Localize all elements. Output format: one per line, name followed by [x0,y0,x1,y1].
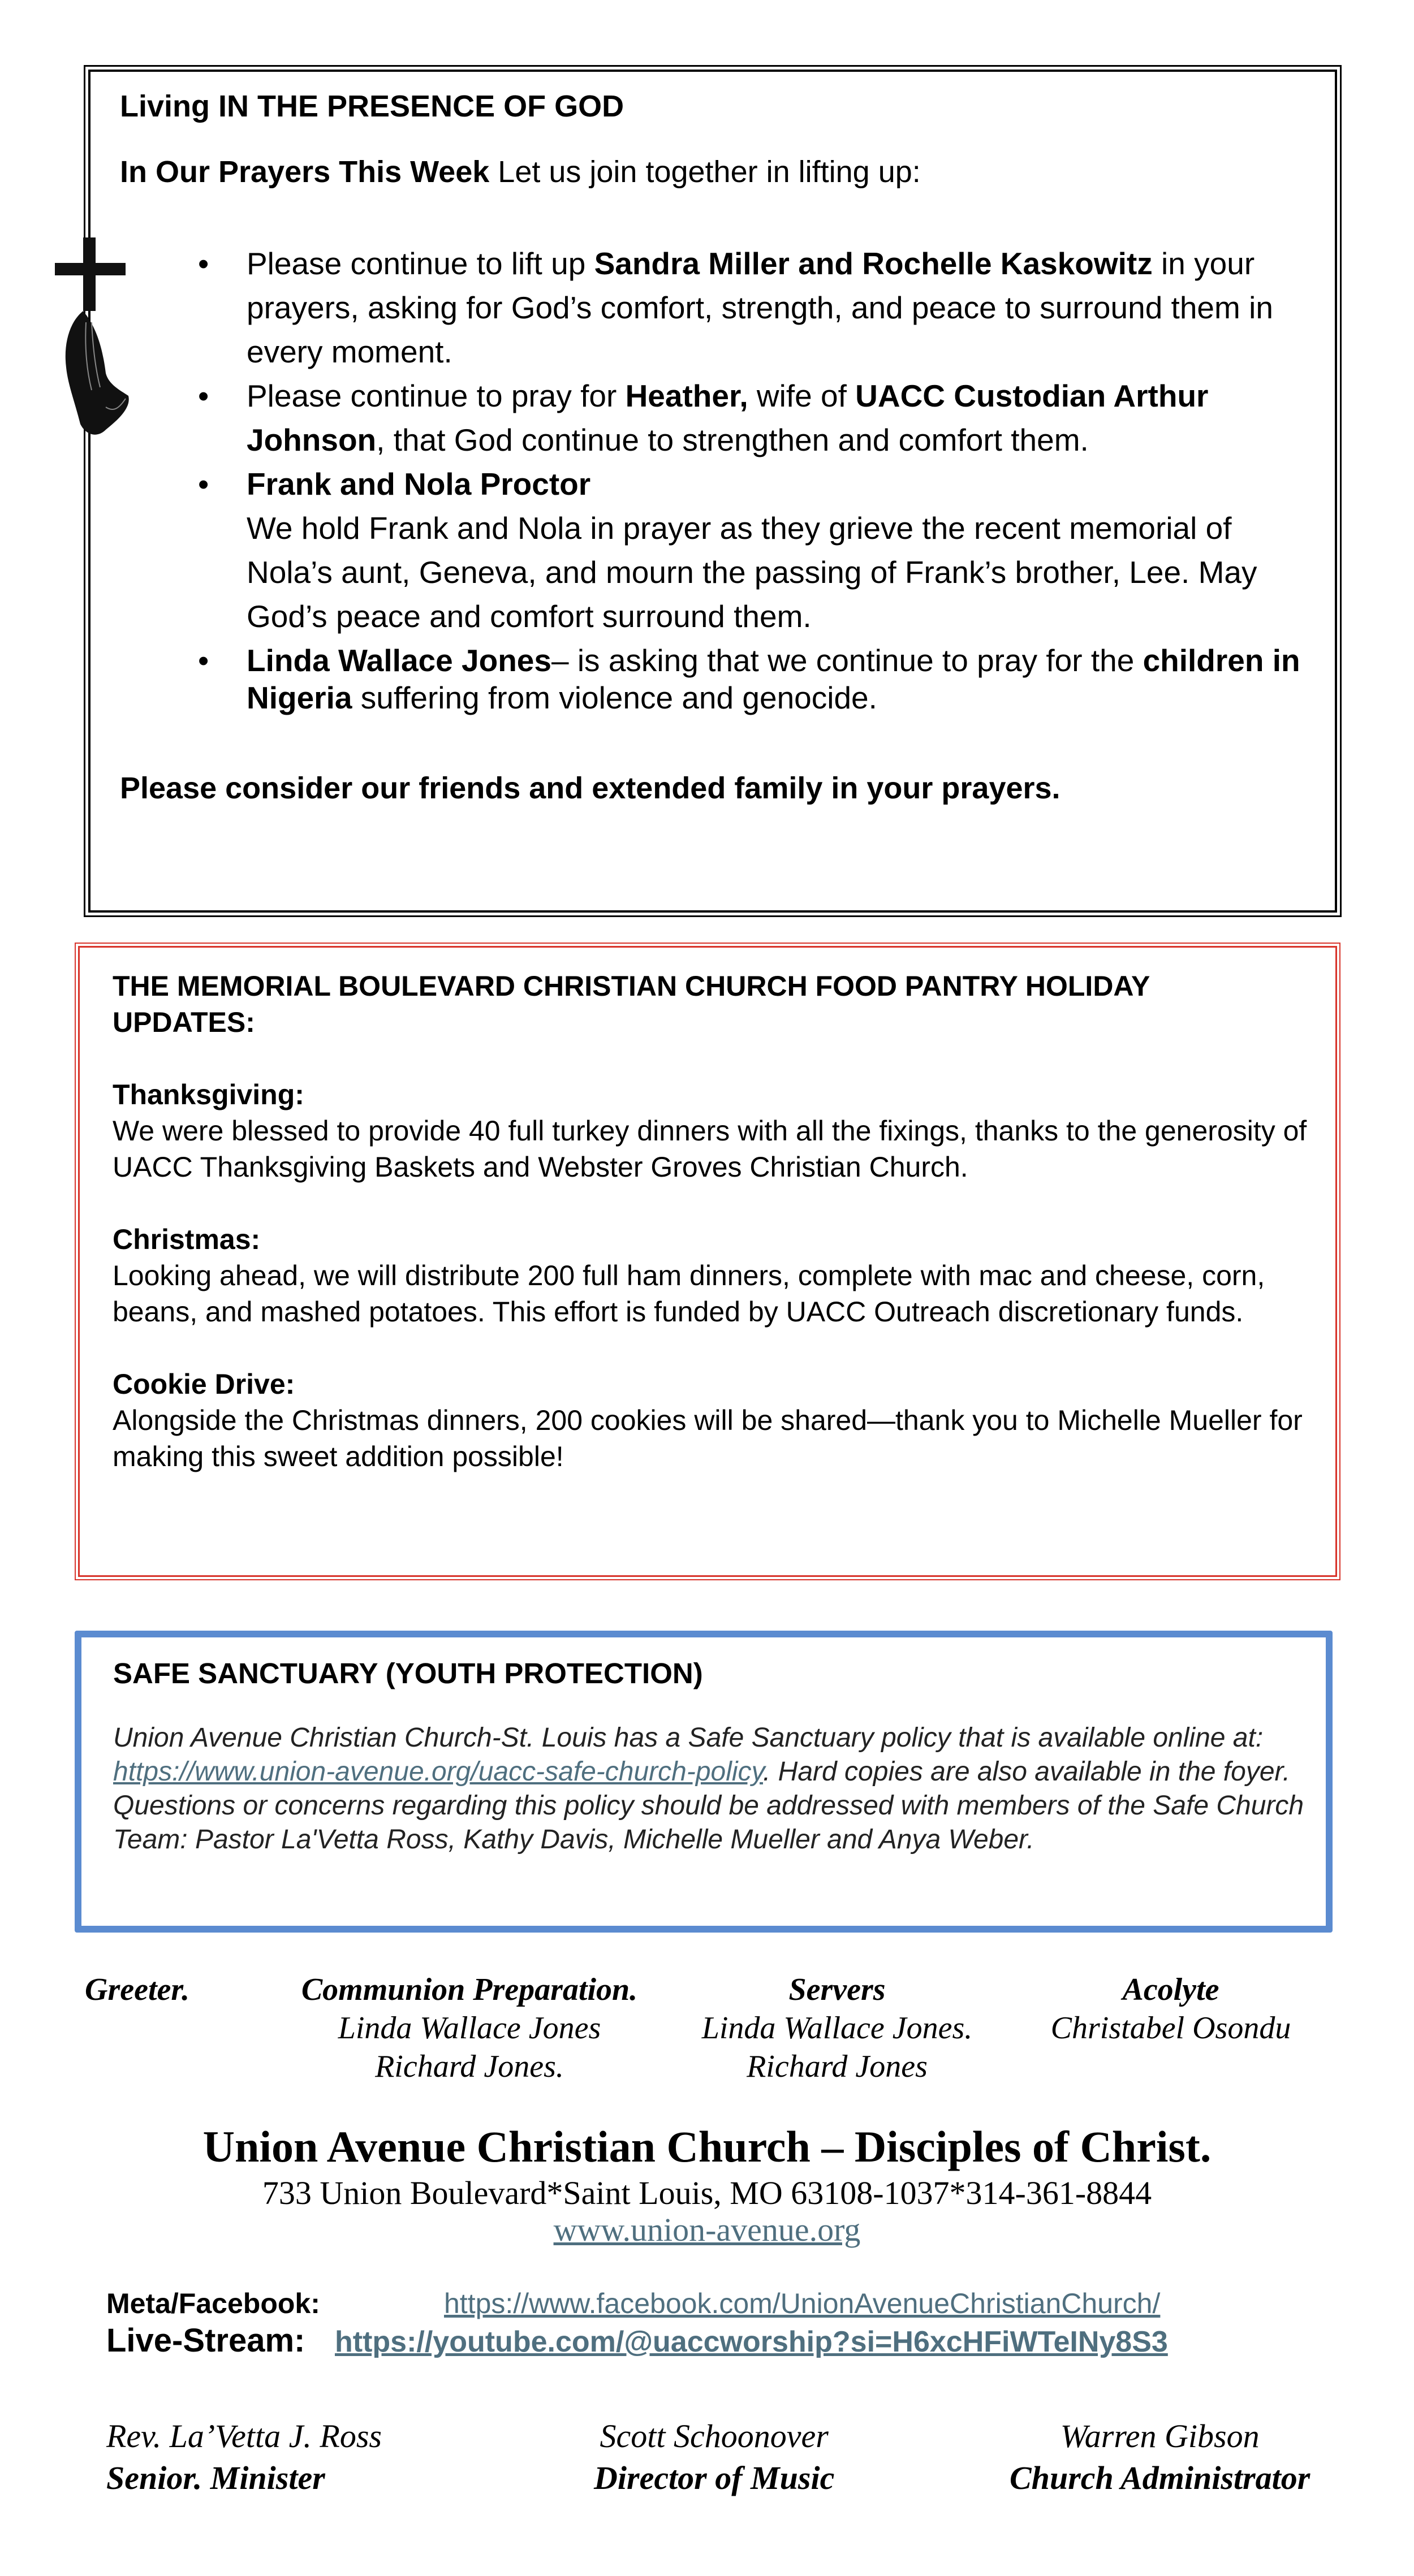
text: . Hard copies are also available in the foyer. Questions or concerns regarding this policy should be addressed with members of the Safe Church [113,1757,1304,1821]
section-heading: Cookie Drive: [113,1368,295,1400]
staff-music [594,2415,834,2499]
church-name: Union Avenue Christian Church – Disciples of Christ. [202,2122,1212,2171]
text: in your prayers, asking for God’s comfort, strength, and peace to surround them in every moment. [247,246,1273,369]
livestream-label: Live-Stream: [106,2322,305,2359]
prayers-heading: Living IN THE PRESENCE OF GOD [120,89,624,123]
text: Please continue to lift up [247,246,594,281]
name: Heather, [625,378,748,413]
pantry-title: THE MEMORIAL BOULEVARD CHRISTIAN CHURCH FOOD PANTRY HOLIDAY UPDATES: [113,970,1150,1038]
text: – is asking that we continue to pray for the [551,643,1143,678]
person: Linda Wallace Jones [338,2011,601,2046]
livestream-link[interactable]: https://youtube.com/@uaccworship?si=H6xcHFiWTeINy8S3 [335,2326,1168,2358]
section-text: Looking ahead, we will distribute 200 full ham dinners, complete with mac and cheese, corn, beans, and mashed potatoes. This effort is funded by UACC Outreach discretionary funds. [113,1260,1265,1328]
role-label: Servers [788,1972,886,2007]
pantry-section [113,1366,1317,1475]
prayers-box [88,70,1337,913]
name: Sandra Miller and Rochelle Kaskowitz [594,246,1153,281]
safe-sanctuary-box [75,1631,1333,1933]
staff-name: Warren Gibson [1060,2418,1260,2454]
staff-title: Church Administrator [1010,2460,1310,2496]
person: Linda Wallace Jones. [701,2011,973,2046]
cross-praying-hands-icon [52,237,137,441]
name: children in Nigeria [247,643,1300,715]
staff-name: Rev. La’Vetta J. Ross [106,2418,382,2454]
website-link[interactable]: www.union-avenue.org [553,2211,861,2248]
food-pantry-box [78,946,1337,1577]
list-item: • Frank and Nola Proctor We hold Frank and Nola in prayer as they grieve the recent memorial of Nola’s aunt, Geneva, and mourn the passing of Frank’s brother, Lee. May God’s peace and comfort surround them. [198,466,1257,634]
prayer-list [90,241,1321,716]
person: Richard Jones [747,2049,928,2084]
role-label: Greeter. [85,1972,190,2007]
name: UACC Custodian Arthur Johnson [247,378,1209,457]
text: wife of [748,378,856,413]
person: Richard Jones. [375,2049,564,2084]
text: , that God continue to strengthen and comfort them. [376,422,1089,457]
role-label: Acolyte [1122,1972,1219,2007]
text: suffering from violence and genocide. [352,680,877,715]
role-greeter [85,1970,189,2009]
church-address: 733 Union Boulevard*Saint Louis, MO 63108-1037*314-361-8844 [262,2175,1152,2211]
list-item: • Please continue to pray for Heather, wife of UACC Custodian Arthur Johnson, that God continue to strengthen and comfort them. [198,378,1209,457]
intro-bold: In Our Prayers This Week [120,155,490,189]
text: Union Avenue Christian Church-St. Louis has a Safe Sanctuary policy that is available online at: [113,1723,1264,1753]
role-servers [667,1970,1007,2086]
pantry-section [113,1221,1317,1330]
staff-minister [106,2415,382,2499]
staff-title: Senior. Minister [106,2460,325,2496]
prayers-closing: Please consider our friends and extended family in your prayers. [120,771,1060,805]
safe-title: SAFE SANCTUARY (YOUTH PROTECTION) [113,1657,703,1689]
pantry-section [113,1077,1317,1185]
role-acolyte [1007,1970,1335,2047]
facebook-link[interactable]: https://www.facebook.com/UnionAvenueChristianChurch/ [444,2288,1161,2319]
safe-team: Team: Pastor La'Vetta Ross, Kathy Davis, Michelle Mueller and Anya Weber. [113,1825,1034,1855]
facebook-label: Meta/Facebook: [106,2288,320,2319]
text: Please continue to pray for [247,378,626,413]
staff-name: Scott Schoonover [600,2418,829,2454]
staff-administrator [1010,2415,1310,2499]
role-communion [271,1970,667,2086]
safe-body [113,1721,1312,1857]
safe-policy-link[interactable]: https://www.union-avenue.org/uacc-safe-church-policy [113,1757,763,1787]
section-text: We were blessed to provide 40 full turkey dinners with all the fixings, thanks to the generosity of UACC Thanksgiving Baskets and Webster Groves Christian Church. [113,1115,1307,1183]
section-text: Alongside the Christmas dinners, 200 cookies will be shared—thank you to Michelle Mueller for making this sweet addition possible! [113,1404,1303,1472]
staff-title: Director of Music [594,2460,835,2496]
list-item: • Linda Wallace Jones– is asking that we continue to pray for the children in Nigeria suffering from violence and genocide. [198,643,1300,715]
text: We hold Frank and Nola in prayer as they grieve the recent memorial of Nola’s aunt, Geneva, and mourn the passing of Frank’s brother, Lee. May God’s peace and comfort surround them. [247,511,1257,634]
section-heading: Christmas: [113,1224,261,1255]
section-heading: Thanksgiving: [113,1079,304,1110]
intro-rest: Let us join together in lifting up: [489,155,921,189]
name: Linda Wallace Jones [247,643,551,678]
role-label: Communion Preparation. [301,1972,638,2007]
name: Frank and Nola Proctor [247,466,591,502]
prayers-intro [120,154,921,189]
person: Christabel Osondu [1050,2011,1291,2046]
list-item: • Please continue to lift up Sandra Miller and Rochelle Kaskowitz in your prayers, asking for God’s comfort, strength, and peace to surround them in every moment. [198,246,1273,369]
